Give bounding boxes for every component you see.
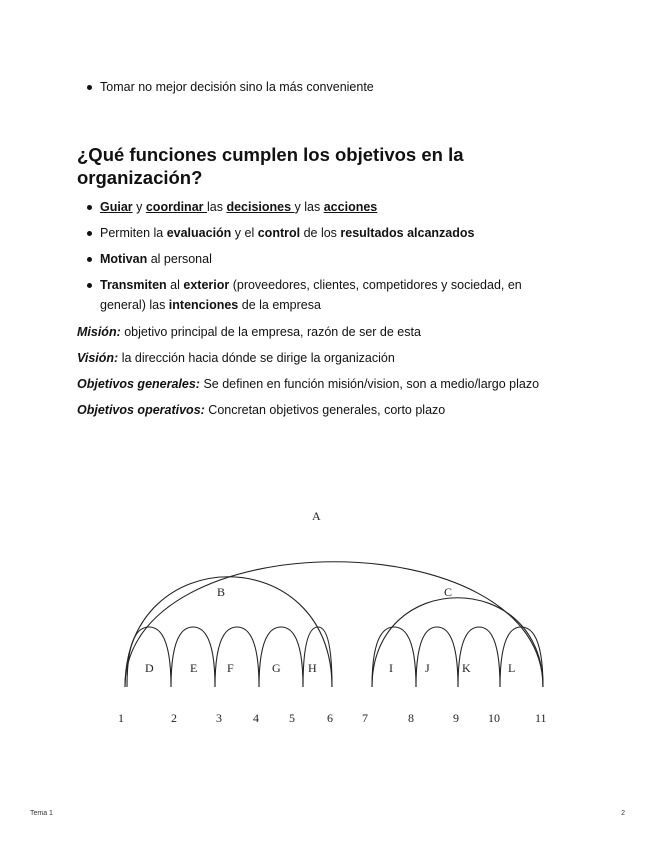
text-run: al [166,278,184,292]
axis-number: 1 [118,711,124,725]
bullet-text: Tomar no mejor decisión sino la más conveniente [100,80,374,94]
bold-term: acciones [323,200,378,214]
list-item [100,77,374,97]
bold-term: evaluación [166,226,232,240]
text-run: al personal [147,252,212,266]
page-number: 2 [621,810,625,817]
definition-term: Visión: [77,351,119,365]
definition-text: objetivo principal de la empresa, razón de ser de esta [120,325,421,339]
list-item [100,223,550,243]
bold-term: resultados alcanzados [340,226,475,240]
definition-objetivos-operativos [77,401,445,419]
arc-k [458,627,500,687]
functions-bullet-list [100,197,550,315]
definition-text: Concretan objetivos generales, corto plazo [204,403,446,417]
bold-term: intenciones [168,298,239,312]
bold-term: Guiar [100,200,133,214]
bold-term: Transmiten [100,278,167,292]
axis-number: 3 [216,711,222,725]
bold-term: coordinar [145,200,207,214]
arc-h [303,627,332,687]
axis-number: 5 [289,711,295,725]
axis-number: 11 [535,711,547,725]
arc-j [416,627,458,687]
axis-number: 10 [488,711,500,725]
text-run: y las [294,200,324,214]
definition-objetivos-generales [77,375,539,393]
arc-label-i: I [389,661,393,675]
text-run: de la empresa [238,298,321,312]
arc-i [372,627,416,687]
arc-a [125,562,543,687]
arc-label-a: A [312,509,321,523]
bold-term: control [257,226,301,240]
axis-number: 2 [171,711,177,725]
arc-label-h: H [308,661,317,675]
bold-term: Motivan [100,252,148,266]
axis-number: 7 [362,711,368,725]
text-run: las [206,200,223,214]
list-item [100,275,550,315]
axis-number: 9 [453,711,459,725]
axis-number: 6 [327,711,333,725]
arc-label-j: J [425,661,430,675]
definition-term: Objetivos operativos: [77,403,205,417]
text-run: (proveedores, clientes, competidores y sociedad, en general) las [100,278,522,312]
axis-number: 8 [408,711,414,725]
definition-term: Misión: [77,325,121,339]
arc-g [259,627,303,687]
arc-label-g: G [272,661,281,675]
arc-label-l: L [508,661,516,675]
text-run: y [132,200,146,214]
text-run: de los [300,226,341,240]
arc-label-k: K [462,661,471,675]
arc-label-b: B [217,585,226,599]
list-item [100,197,550,217]
definition-text: Se definen en función misión/vision, son a medio/largo plazo [199,377,540,391]
arc-label-f: F [227,661,234,675]
footer-left: Tema 1 [30,810,53,817]
section-heading: ¿Qué funciones cumplen los objetivos en la organización? [77,144,464,188]
definition-vision [77,349,395,367]
top-bullet-list [100,77,374,97]
bold-term: decisiones [226,200,295,214]
arc-l [500,627,543,687]
axis-number: 4 [253,711,259,725]
arc-label-d: D [145,661,154,675]
text-run: y el [231,226,258,240]
arc-label-c: C [444,585,453,599]
hierarchy-arc-diagram [100,480,570,740]
arc-e [171,627,215,687]
definition-text: la dirección hacia dónde se dirige la organización [118,351,395,365]
list-item [100,249,550,269]
arc-label-e: E [190,661,198,675]
text-run: Permiten la [100,226,167,240]
definition-term: Objetivos generales: [77,377,200,391]
bold-term: exterior [183,278,230,292]
definition-mision [77,323,421,341]
arc-f [215,627,259,687]
arc-d [127,627,171,687]
